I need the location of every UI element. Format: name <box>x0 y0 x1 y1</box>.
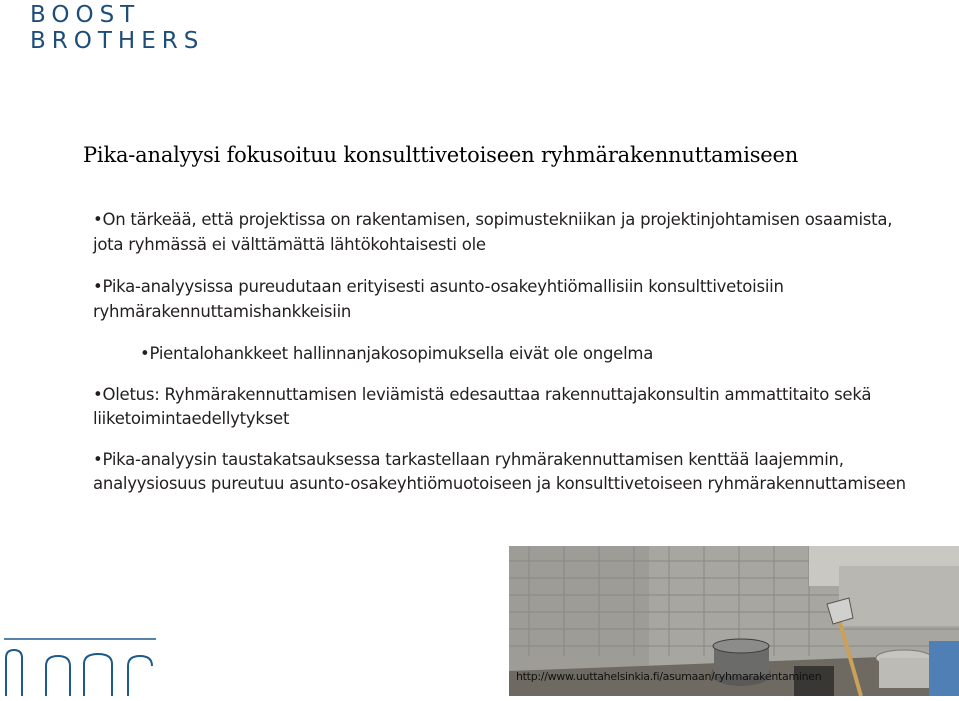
sub-bullet-item: • Pientalohankkeet hallinnanjakosopimuksella eivät ole ongelma <box>140 342 923 367</box>
footer-arch-logo <box>4 636 160 696</box>
slide-title: Pika-analyysi fokusoituu konsulttivetoiseen ryhmärakennuttamiseen <box>83 143 799 167</box>
bullet-item: • Pika-analyysissa pureudutaan erityisesti asunto-osakeyhtiömallisiin konsulttivetoisiin ryhmärakennuttamishankkeisiin <box>93 275 923 324</box>
logo-line-2: BROTHERS <box>30 28 205 54</box>
bullet-item: • Oletus: Ryhmärakennuttamisen leviämistä edesauttaa rakennuttajakonsultin ammattitaito sekä liiketoimintaedellytykset <box>93 383 923 432</box>
arches-icon <box>4 636 160 696</box>
bullet-item: • Pika-analyysin taustakatsauksessa tarkastellaan ryhmärakennuttamisen kenttää laajemmin, analyysiosuus pureutuu asunto-osakeyhtiömuotoiseen ja konsulttivetoiseen ryhmärakennuttamiseen <box>93 448 923 497</box>
logo-line-1: BOOST <box>30 2 141 28</box>
photo-caption-link[interactable]: http://www.uuttahelsinkia.fi/asumaan/ryhmarakentaminen <box>516 670 822 683</box>
bullet-list <box>93 208 923 515</box>
boost-brothers-logo <box>30 2 204 54</box>
bullet-item: • On tärkeää, että projektissa on rakentamisen, sopimustekniikan ja projektinjohtamisen osaamista, jota ryhmässä ei välttämättä lähtökohtaisesti ole <box>93 208 923 257</box>
